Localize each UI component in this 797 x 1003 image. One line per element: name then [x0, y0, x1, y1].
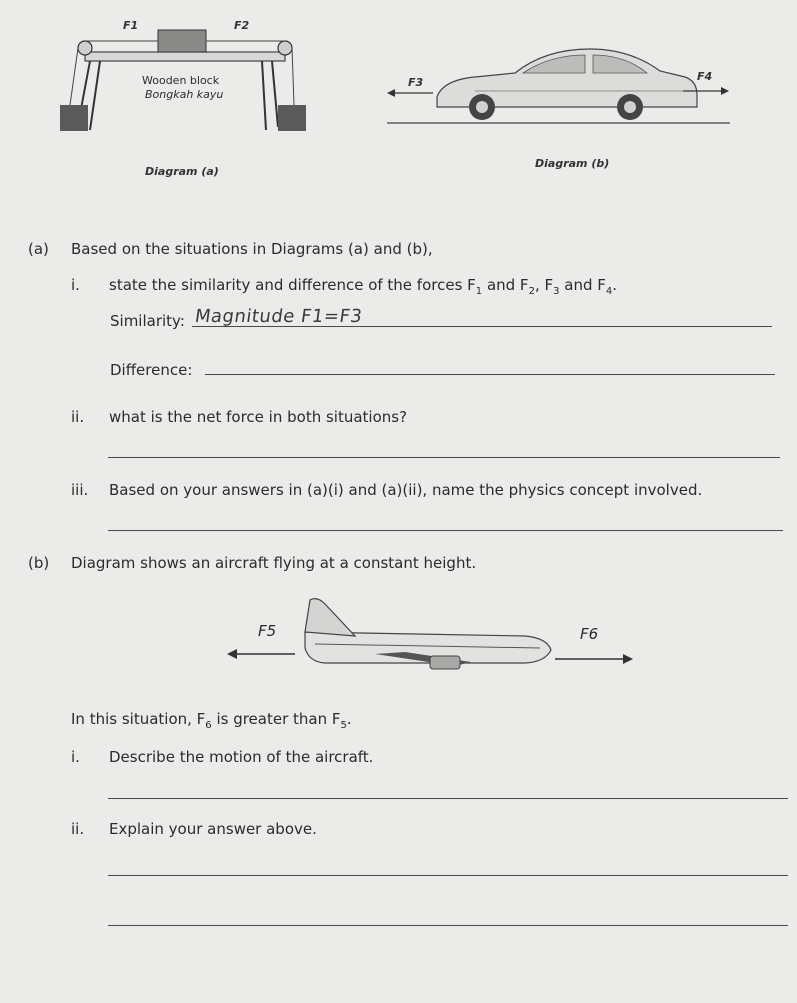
part-b-label: (b): [28, 554, 50, 572]
part-b-q1: i. Describe the motion of the aircraft.: [71, 748, 374, 766]
part-b-q2-answer-line-1[interactable]: [108, 875, 788, 876]
question-number: iii.: [71, 481, 89, 499]
question-number: ii.: [71, 820, 85, 838]
diagram-b: [385, 35, 745, 135]
part-a-q2: ii. what is the net force in both situations?: [71, 408, 408, 426]
question-number: i.: [71, 748, 80, 766]
diagram-a-caption: Diagram (a): [145, 165, 219, 178]
aircraft-force-right: F6: [580, 625, 599, 643]
block-label-ms: Bongkah kayu: [145, 88, 224, 101]
part-a-q3: iii. Based on your answers in (a)(i) and (a)(ii), name the physics concept involved.: [71, 481, 703, 499]
difference-answer-line[interactable]: [205, 374, 775, 375]
diagram-b-caption: Diagram (b): [535, 157, 610, 170]
aircraft-force-left: F5: [258, 622, 277, 640]
part-b-q2: ii. Explain your answer above.: [71, 820, 317, 838]
difference-label: Difference:: [110, 361, 193, 379]
part-a-q1: i. state the similarity and difference of the forces $F_1$ and $F_2$, $F_3$ and $F_4$.: [71, 276, 618, 297]
diagram-b-force-right: F4: [697, 70, 713, 83]
part-b-situation: In this situation, $F_6$ is greater than $F_5$.: [71, 710, 352, 731]
part-b-q1-answer-line[interactable]: [108, 798, 788, 799]
question-number: ii.: [71, 408, 85, 426]
part-a-text: Based on the situations in Diagrams (a) and (b),: [71, 240, 433, 258]
similarity-answer-line[interactable]: [192, 326, 772, 327]
question-number: i.: [71, 276, 80, 294]
part-a-q2-answer-line[interactable]: [108, 457, 780, 458]
similarity-answer[interactable]: Magnitude F1=F3: [193, 306, 364, 327]
block-label-en: Wooden block: [142, 74, 220, 87]
diagram-a-force-left: F1: [123, 19, 139, 32]
part-b-q2-answer-line-2[interactable]: [108, 925, 788, 926]
similarity-label: Similarity:: [110, 312, 185, 330]
part-a-label: (a): [28, 240, 49, 258]
part-a-q3-answer-line[interactable]: [108, 530, 783, 531]
part-b-text: Diagram shows an aircraft flying at a constant height.: [71, 554, 477, 572]
diagram-a-force-right: F2: [234, 19, 250, 32]
diagram-b-force-left: F3: [408, 76, 424, 89]
